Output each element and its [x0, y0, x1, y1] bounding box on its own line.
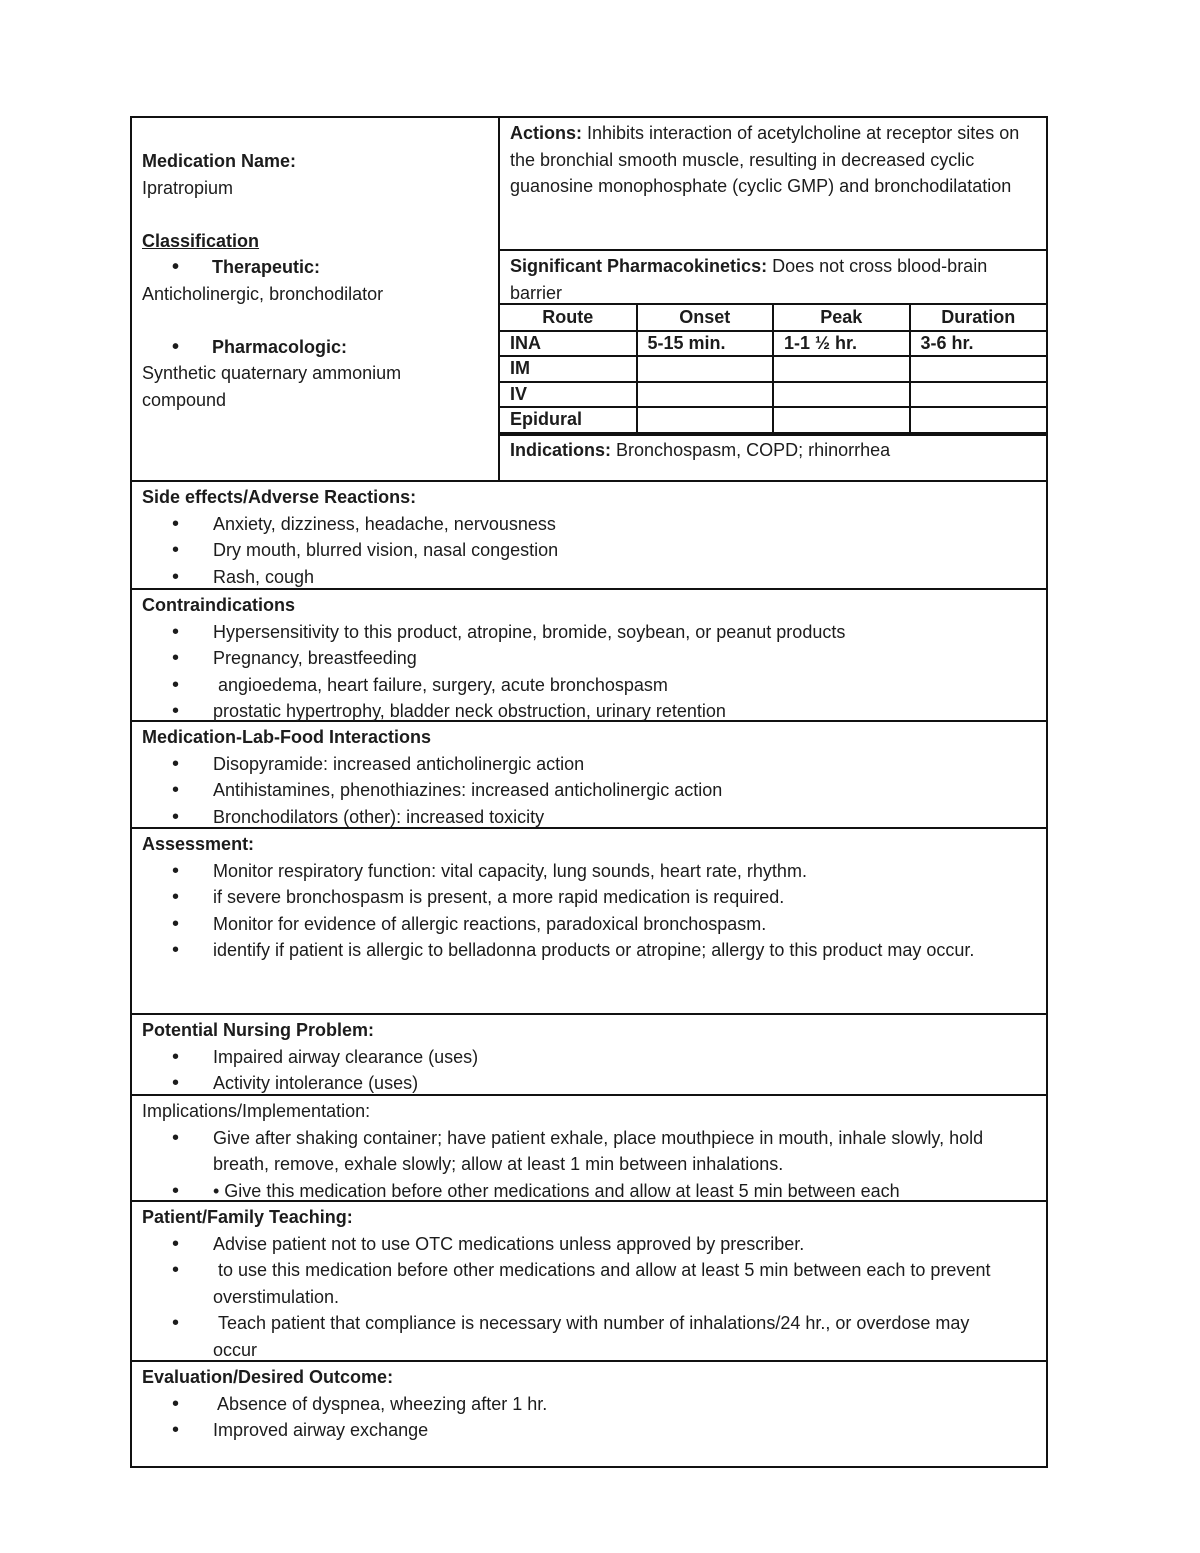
item-list [142, 858, 1036, 964]
item-list [142, 1391, 1036, 1444]
classification-label: Classification [142, 230, 260, 251]
section-title: Evaluation/Desired Outcome: [142, 1367, 394, 1387]
route-cell: INA [500, 331, 637, 357]
item-list [142, 751, 1036, 831]
table-row [500, 356, 1046, 382]
med-name-label: Medication Name: [142, 151, 297, 171]
route-cell: Epidural [500, 407, 637, 433]
nursing-problem-section [130, 1015, 1048, 1096]
duration-cell [910, 356, 1047, 382]
list-item: • Advise patient not to use OTC medications unless approved by prescriber. [142, 1231, 1006, 1258]
item-list [142, 1231, 1036, 1364]
section-title: Patient/Family Teaching: [142, 1207, 353, 1227]
indications-text: Bronchospasm, COPD; rhinorrhea [616, 439, 891, 460]
medication-info [132, 118, 500, 480]
list-item: • to use this medication before other medications and allow at least 5 min between each to prevent overstimulation. [142, 1257, 1006, 1310]
list-item: • Hypersensitivity to this product, atropine, bromide, soybean, or peanut products [142, 619, 1036, 646]
item-list [142, 511, 1036, 591]
indications-cell [500, 434, 1046, 463]
section-title: Contraindications [142, 595, 296, 615]
peak-cell [773, 407, 910, 433]
header-onset: Onset [637, 305, 774, 331]
teaching-section [130, 1202, 1048, 1362]
list-item: • • Give this medication before other medications and allow at least 5 min between each [142, 1178, 1016, 1205]
peak-cell [773, 382, 910, 408]
list-item: • prostatic hypertrophy, bladder neck obstruction, urinary retention [142, 698, 1036, 725]
duration-cell [910, 407, 1047, 433]
item-list [142, 1125, 1036, 1205]
list-item: • Rash, cough [142, 564, 1036, 591]
list-item: • Disopyramide: increased anticholinergic action [142, 751, 1036, 778]
onset-cell [637, 407, 774, 433]
list-item: • Monitor respiratory function: vital capacity, lung sounds, heart rate, rhythm. [142, 858, 1006, 885]
list-item: • Pregnancy, breastfeeding [142, 645, 1036, 672]
section-title: Side effects/Adverse Reactions: [142, 487, 417, 507]
header-duration: Duration [910, 305, 1047, 331]
route-cell: IV [500, 382, 637, 408]
list-item: • Dry mouth, blurred vision, nasal congestion [142, 537, 1036, 564]
evaluation-section [130, 1362, 1048, 1468]
list-item: • if severe bronchospasm is present, a more rapid medication is required. [142, 884, 1006, 911]
med-name: Ipratropium [142, 177, 234, 198]
assessment-section [130, 829, 1048, 1015]
list-item: • Monitor for evidence of allergic reactions, paradoxical bronchospasm. [142, 911, 1006, 938]
therapeutic-label: • Therapeutic: [142, 254, 488, 281]
onset-cell: 5-15 min. [637, 331, 774, 357]
peak-cell: 1-1 ½ hr. [773, 331, 910, 357]
list-item: • angioedema, heart failure, surgery, acute bronchospasm [142, 672, 1036, 699]
side-effects-section [130, 482, 1048, 590]
table-row [500, 407, 1046, 433]
duration-cell [910, 382, 1047, 408]
indications-label: Indications: [510, 439, 612, 460]
list-item: • Give after shaking container; have patient exhale, place mouthpiece in mouth, inhale slowly, hold breath, remove, exhale slowly; allow at least 1 min between inhalations. [142, 1125, 1016, 1178]
top-section [130, 116, 1048, 482]
duration-cell: 3-6 hr. [910, 331, 1047, 357]
actions-label: Actions: [510, 123, 582, 143]
onset-cell [637, 382, 774, 408]
pharmacology-panel [500, 118, 1046, 480]
list-item: • Antihistamines, phenothiazines: increased anticholinergic action [142, 777, 1036, 804]
actions-text: Inhibits interaction of acetylcholine at receptor sites on the bronchial smooth muscle, resulting in decreased cyclic guanosine monophosphate (cyclic GMP) and bronchodilatation [510, 123, 1020, 196]
pharmacologic-label: • Pharmacologic: [142, 334, 488, 361]
pharmacologic-value: Synthetic quaternary ammonium compound [142, 363, 402, 410]
list-item: • Absence of dyspnea, wheezing after 1 hr. [142, 1391, 1036, 1418]
route-table-header [500, 305, 1046, 331]
list-item: • Activity intolerance (uses) [142, 1070, 1036, 1097]
therapeutic-value: Anticholinergic, bronchodilator [142, 283, 384, 304]
list-item: • Bronchodilators (other): increased toxicity [142, 804, 1036, 831]
section-title: Implications/Implementation: [142, 1101, 371, 1121]
list-item: • identify if patient is allergic to belladonna products or atropine; allergy to this product may occur. [142, 937, 1006, 964]
route-cell: IM [500, 356, 637, 382]
list-item: • Impaired airway clearance (uses) [142, 1044, 1036, 1071]
list-item: • Teach patient that compliance is necessary with number of inhalations/24 hr., or overdose may occur [142, 1310, 1006, 1363]
table-row [500, 331, 1046, 357]
header-peak: Peak [773, 305, 910, 331]
route-table [500, 305, 1046, 434]
list-item: • Improved airway exchange [142, 1417, 1036, 1444]
medication-card [130, 116, 1048, 1468]
interactions-section [130, 722, 1048, 829]
pharmacokinetics-label: Significant Pharmacokinetics: [510, 256, 768, 276]
onset-cell [637, 356, 774, 382]
table-row [500, 382, 1046, 408]
header-route: Route [500, 305, 637, 331]
section-title: Medication-Lab-Food Interactions [142, 727, 432, 747]
list-item: • Anxiety, dizziness, headache, nervousness [142, 511, 1036, 538]
peak-cell [773, 356, 910, 382]
actions-cell [500, 118, 1046, 251]
pharmacokinetics-cell [500, 251, 1046, 305]
item-list [142, 619, 1036, 725]
pharmacokinetics-text: Does not cross blood-brain barrier [510, 256, 988, 303]
contraindications-section [130, 590, 1048, 722]
item-list [142, 1044, 1036, 1097]
section-title: Assessment: [142, 834, 255, 854]
section-title: Potential Nursing Problem: [142, 1020, 375, 1040]
implementation-section [130, 1096, 1048, 1202]
